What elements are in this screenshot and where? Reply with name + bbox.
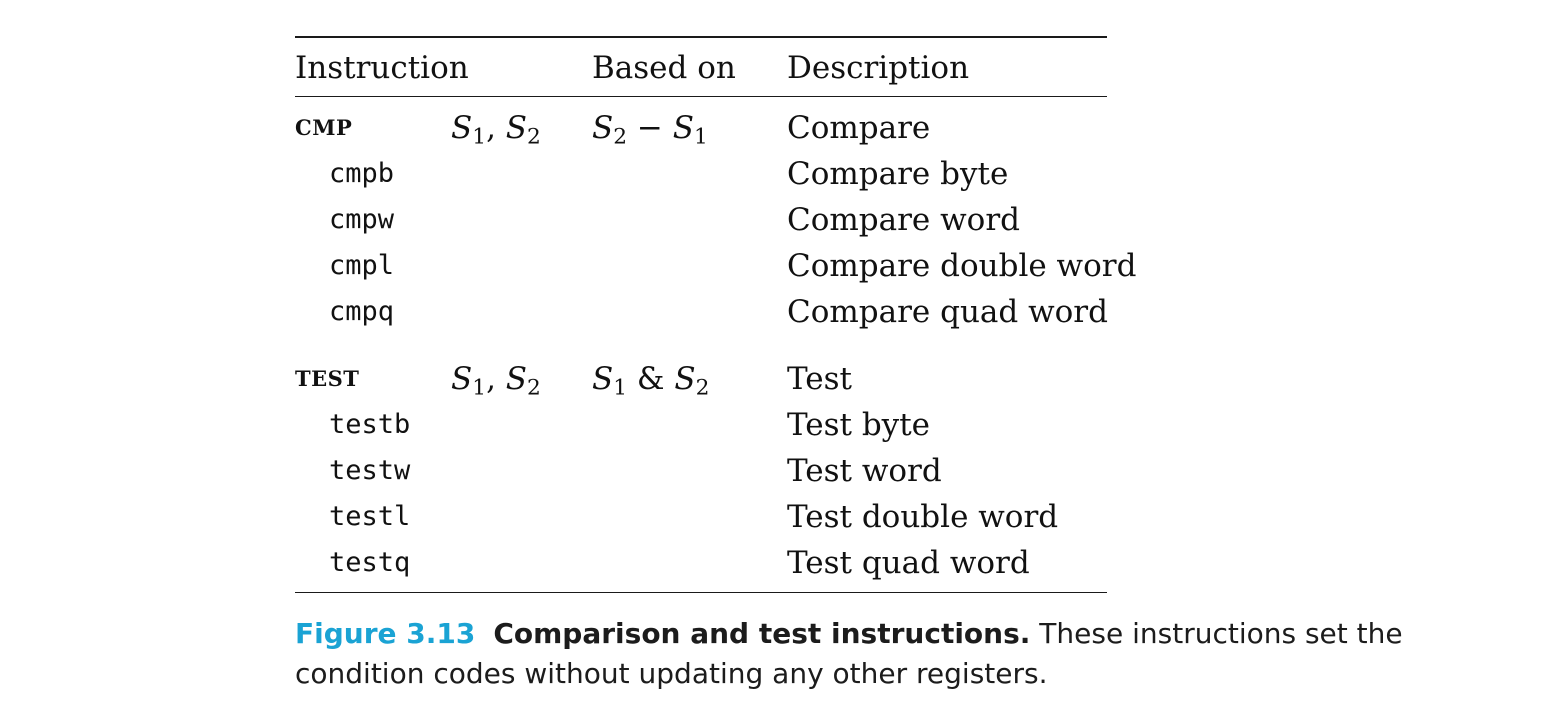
figure-title: Comparison and test instructions.: [493, 617, 1031, 650]
description: Compare: [787, 110, 931, 146]
table-header-row: [295, 38, 1107, 96]
header-description: Description: [787, 50, 970, 86]
based-on-expression: $S_2 - S_1$: [592, 110, 708, 150]
header-instruction: Instruction: [295, 50, 469, 86]
instruction-variant: testb: [329, 409, 411, 440]
instruction-class-name: TEST: [295, 366, 360, 391]
table-row: [295, 243, 1137, 289]
instruction-variant: cmpl: [329, 250, 395, 281]
figure-caption: [295, 614, 1535, 694]
description: Compare word: [787, 202, 1020, 238]
description: Test: [787, 361, 852, 397]
description: Test quad word: [787, 545, 1030, 581]
instruction-variant: testq: [329, 547, 411, 578]
instruction-variant: testl: [329, 501, 411, 532]
description: Test double word: [787, 499, 1059, 535]
table-row-cmp: [295, 105, 1107, 151]
description: Compare quad word: [787, 294, 1108, 330]
table-row: [295, 289, 1107, 335]
description: Compare byte: [787, 156, 1009, 192]
description: Test word: [787, 453, 942, 489]
header-based-on: Based on: [592, 50, 736, 86]
instruction-class-name: CMP: [295, 115, 353, 140]
table-row: [295, 494, 1107, 540]
instruction-variant: testw: [329, 455, 411, 486]
table-row: [295, 402, 1107, 448]
instruction-variant: cmpq: [329, 296, 395, 327]
instruction-table: [295, 36, 1137, 593]
description: Compare double word: [787, 248, 1137, 284]
table-row: [295, 197, 1107, 243]
table-row: [295, 540, 1107, 586]
description: Test byte: [787, 407, 930, 443]
instruction-variant: cmpb: [329, 158, 395, 189]
operands: $S_1$, $S_2$: [451, 110, 541, 150]
based-on-expression: $S_1$ & $S_2$: [592, 361, 710, 401]
table-row: [295, 448, 1107, 494]
operands: $S_1$, $S_2$: [451, 361, 541, 401]
figure-label: Figure 3.13: [295, 617, 476, 650]
instruction-variant: cmpw: [329, 204, 395, 235]
figure-caption-text: These instructions set the condition codes without updating any other registers.: [295, 617, 1403, 690]
table-bottom-rule: [295, 592, 1107, 593]
table-row: [295, 151, 1107, 197]
table-row-test: [295, 356, 1107, 402]
